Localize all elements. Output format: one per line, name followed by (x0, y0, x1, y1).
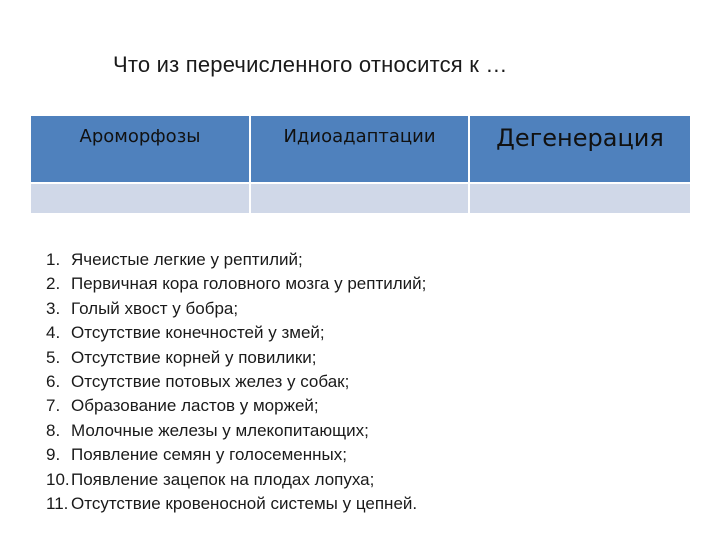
item-number: 11. (46, 494, 69, 514)
item-text: Отсутствие конечностей у змей; (71, 323, 325, 343)
list-item (46, 419, 426, 443)
item-number: 10. (46, 469, 70, 489)
item-text: Молочные железы у млекопитающих; (71, 420, 369, 440)
feature-list (46, 248, 426, 516)
list-item (46, 492, 426, 516)
header-label-degeneration: Дегенерация (496, 124, 664, 152)
item-number: 9. (46, 445, 61, 465)
item-number: 2. (46, 274, 61, 294)
header-label-aromorphoses: Ароморфозы (79, 126, 201, 147)
list-item (46, 321, 426, 345)
list-item (46, 370, 426, 394)
header-cell-idioadaptations (250, 116, 469, 183)
list-item (46, 394, 426, 418)
item-text: Ячеистые легкие у рептилий; (71, 250, 303, 269)
answer-cell-aromorphoses (31, 183, 250, 213)
list-item (46, 468, 426, 492)
item-number: 6. (46, 372, 61, 392)
list-item (46, 272, 426, 296)
item-number: 3. (46, 298, 61, 318)
header-label-idioadaptations: Идиоадаптации (283, 126, 436, 147)
item-number: 1. (46, 250, 61, 269)
header-cell-aromorphoses (31, 116, 250, 183)
item-text: Отсутствие кровеносной системы у цепней. (71, 494, 418, 514)
list-item (46, 443, 426, 467)
item-text: Появление семян у голосеменных; (71, 445, 347, 465)
item-number: 8. (46, 420, 61, 440)
table-row (31, 183, 690, 213)
item-text: Появление зацепок на плодах лопуха; (71, 469, 375, 489)
item-text: Отсутствие потовых желез у собак; (71, 372, 350, 392)
list-item (46, 346, 426, 370)
item-text: Голый хвост у бобра; (71, 298, 239, 318)
answer-cell-idioadaptations (250, 183, 469, 213)
list-item (46, 248, 426, 272)
answer-cell-degeneration (469, 183, 690, 213)
item-number: 7. (46, 396, 61, 416)
item-text: Отсутствие корней у повилики; (71, 347, 317, 367)
item-number: 5. (46, 347, 61, 367)
classification-table (31, 116, 690, 213)
slide-title: Что из перечисленного относится к … (113, 52, 508, 77)
table-header-row (31, 116, 690, 183)
item-number: 4. (46, 323, 61, 343)
list-item (46, 297, 426, 321)
header-cell-degeneration (469, 116, 690, 183)
item-text: Образование ластов у моржей; (71, 396, 319, 416)
item-text: Первичная кора головного мозга у рептилий; (71, 274, 427, 294)
